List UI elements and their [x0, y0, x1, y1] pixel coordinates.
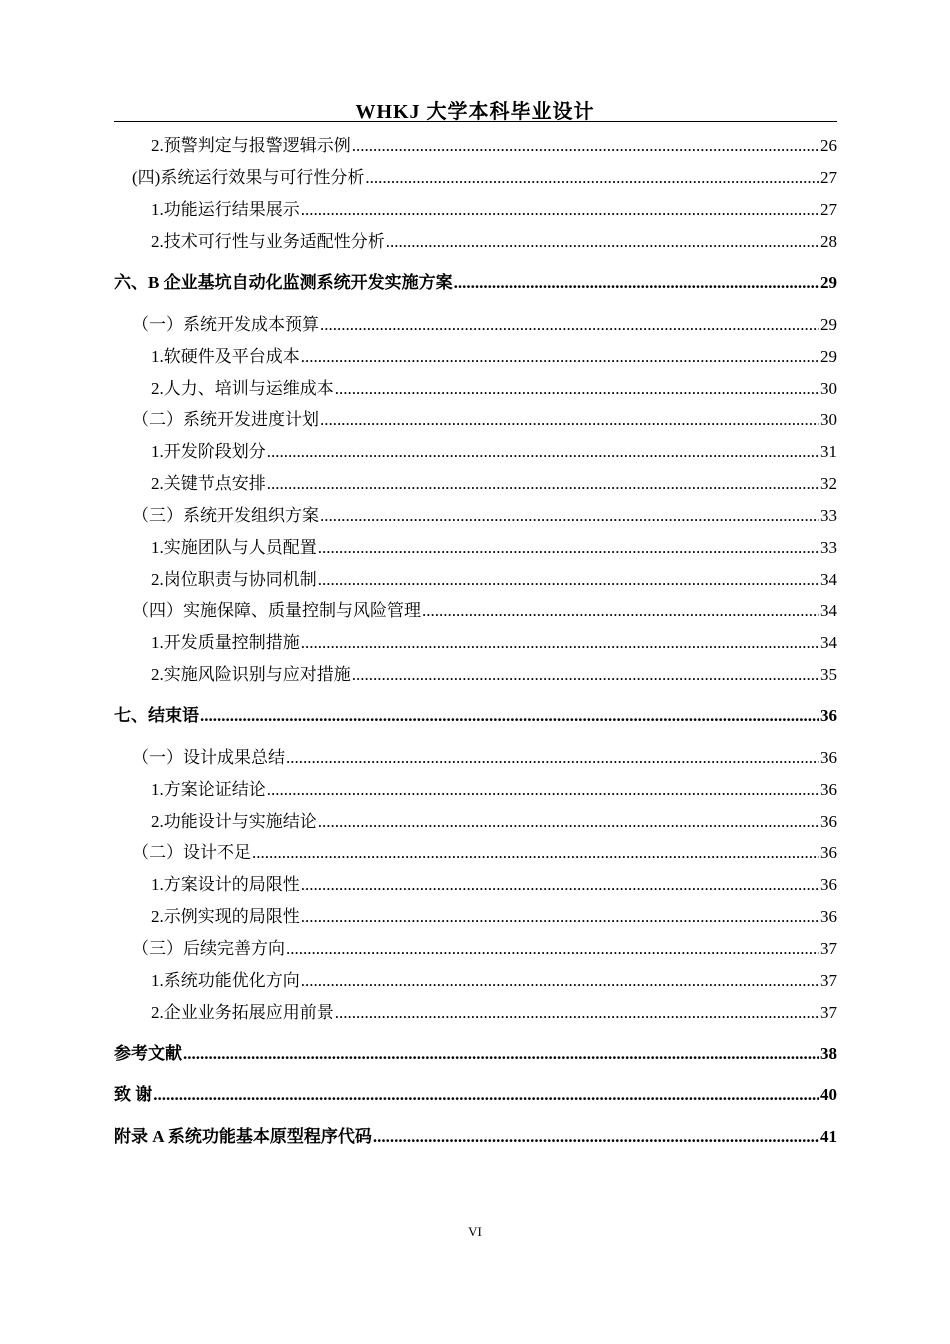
toc-entry-page: 37 [820, 1003, 837, 1022]
toc-dot-leader [252, 842, 819, 864]
toc-dot-leader [320, 505, 819, 527]
toc-dot-leader [335, 378, 819, 400]
toc-entry-title: 1.开发阶段划分 [151, 442, 266, 461]
toc-entry[interactable] [151, 135, 837, 157]
toc-entry-title: 1.开发质量控制措施 [151, 633, 300, 652]
toc-dot-leader [301, 346, 819, 368]
toc-dot-leader [318, 811, 819, 833]
toc-entry-page: 36 [820, 843, 837, 862]
toc-entry-page: 29 [820, 315, 837, 334]
toc-entry-page: 36 [820, 875, 837, 894]
toc-entry-title: （二）设计不足 [132, 843, 251, 862]
toc-entry-title: 2.示例实现的局限性 [151, 907, 300, 926]
toc-entry-page: 36 [820, 748, 837, 767]
toc-entry[interactable] [132, 409, 837, 431]
toc-entry-page: 34 [820, 570, 837, 589]
toc-entry-title: （四）实施保障、质量控制与风险管理 [132, 601, 421, 620]
toc-entry[interactable] [132, 314, 837, 336]
toc-entry-page: 41 [820, 1127, 837, 1146]
toc-entry-title: 七、结束语 [114, 706, 199, 725]
toc-entry-page: 32 [820, 474, 837, 493]
toc-entry-title: 1.方案论证结论 [151, 780, 266, 799]
toc-entry-title: 2.预警判定与报警逻辑示例 [151, 136, 351, 155]
toc-entry-page: 26 [820, 136, 837, 155]
toc-entry-title: 附录 A 系统功能基本原型程序代码 [114, 1127, 372, 1146]
toc-entry-page: 34 [820, 633, 837, 652]
toc-entry-page: 30 [820, 410, 837, 429]
page-number: VI [468, 1224, 482, 1239]
toc-entry[interactable] [132, 938, 837, 960]
toc-dot-leader [183, 1043, 819, 1065]
toc-entry-title: （一）系统开发成本预算 [132, 315, 319, 334]
toc-entry[interactable] [151, 473, 837, 495]
toc-dot-leader [422, 600, 819, 622]
toc-entry-title: 1.功能运行结果展示 [151, 200, 300, 219]
toc-dot-leader [153, 1084, 819, 1106]
toc-dot-leader [373, 1126, 819, 1148]
toc-entry-page: 27 [820, 168, 837, 187]
toc-entry-page: 29 [820, 347, 837, 366]
toc-dot-leader [352, 664, 819, 686]
toc-entry-page: 31 [820, 442, 837, 461]
toc-entry-page: 36 [820, 907, 837, 926]
toc-dot-leader [301, 199, 819, 221]
toc-entry-title: 1.实施团队与人员配置 [151, 538, 317, 557]
toc-entry[interactable] [151, 537, 837, 559]
toc-entry-title: 参考文献 [114, 1044, 182, 1063]
toc-entry-title: （一）设计成果总结 [132, 748, 285, 767]
toc-dot-leader [301, 970, 819, 992]
toc-entry-page: 29 [820, 273, 837, 292]
toc-entry[interactable] [151, 632, 837, 654]
toc-dot-leader [267, 473, 819, 495]
toc-dot-leader [320, 409, 819, 431]
toc-entry-page: 36 [820, 812, 837, 831]
toc-dot-leader [286, 747, 819, 769]
toc-dot-leader [267, 441, 819, 463]
toc-entry-title: 2.人力、培训与运维成本 [151, 379, 334, 398]
toc-entry-title: 2.功能设计与实施结论 [151, 812, 317, 831]
toc-chapter-entry[interactable] [114, 705, 837, 727]
toc-entry[interactable] [151, 1002, 837, 1024]
toc-entry[interactable] [151, 874, 837, 896]
toc-chapter-entry[interactable] [114, 1084, 837, 1106]
toc-entry-page: 33 [820, 538, 837, 557]
toc-entry[interactable] [151, 906, 837, 928]
toc-dot-leader [301, 874, 819, 896]
toc-entry-title: （三）后续完善方向 [132, 939, 285, 958]
toc-entry-page: 37 [820, 971, 837, 990]
toc-entry[interactable] [151, 199, 837, 221]
toc-entry[interactable] [132, 842, 837, 864]
toc-entry[interactable] [151, 779, 837, 801]
toc-entry[interactable] [151, 441, 837, 463]
toc-entry[interactable] [151, 970, 837, 992]
toc-dot-leader [386, 231, 819, 253]
toc-entry-title: 1.系统功能优化方向 [151, 971, 300, 990]
toc-chapter-entry[interactable] [114, 1043, 837, 1065]
toc-entry[interactable] [132, 505, 837, 527]
toc-entry-page: 37 [820, 939, 837, 958]
toc-entry-page: 38 [820, 1044, 837, 1063]
toc-chapter-entry[interactable] [114, 1126, 837, 1148]
toc-entry[interactable] [132, 600, 837, 622]
toc-entry[interactable] [132, 167, 837, 189]
toc-entry-title: 致 谢 [114, 1085, 153, 1104]
toc-entry-title: 2.企业业务拓展应用前景 [151, 1003, 334, 1022]
toc-entry-page: 27 [820, 200, 837, 219]
toc-entry-page: 33 [820, 506, 837, 525]
toc-entry[interactable] [151, 811, 837, 833]
toc-entry-title: 2.实施风险识别与应对措施 [151, 665, 351, 684]
toc-entry-page: 28 [820, 232, 837, 251]
toc-entry-title: （三）系统开发组织方案 [132, 506, 319, 525]
toc-entry[interactable] [151, 664, 837, 686]
toc-dot-leader [352, 135, 819, 157]
toc-entry[interactable] [151, 231, 837, 253]
toc-entry-page: 34 [820, 601, 837, 620]
toc-dot-leader [267, 779, 819, 801]
toc-dot-leader [454, 272, 819, 294]
toc-entry-title: 六、B 企业基坑自动化监测系统开发实施方案 [114, 273, 453, 292]
toc-entry-page: 36 [820, 706, 837, 725]
toc-entry-title: （二）系统开发进度计划 [132, 410, 319, 429]
toc-entry-title: 2.关键节点安排 [151, 474, 266, 493]
toc-dot-leader [301, 632, 819, 654]
toc-entry[interactable] [151, 346, 837, 368]
toc-entry-page: 40 [820, 1085, 837, 1104]
toc-entry-page: 30 [820, 379, 837, 398]
toc-entry-title: 2.技术可行性与业务适配性分析 [151, 232, 385, 251]
toc-entry-title: 1.方案设计的局限性 [151, 875, 300, 894]
toc-dot-leader [318, 569, 819, 591]
toc-chapter-entry[interactable] [114, 272, 837, 294]
toc-dot-leader [318, 537, 819, 559]
toc-entry-title: (四)系统运行效果与可行性分析 [132, 168, 365, 187]
toc-dot-leader [301, 906, 819, 928]
toc-entry[interactable] [151, 569, 837, 591]
toc-dot-leader [286, 938, 819, 960]
toc-dot-leader [365, 167, 819, 189]
running-header-title: WHKJ 大学本科毕业设计 [355, 101, 595, 123]
toc-entry-page: 35 [820, 665, 837, 684]
toc-entry[interactable] [151, 378, 837, 400]
toc-dot-leader [320, 314, 819, 336]
toc-dot-leader [335, 1002, 819, 1024]
toc-entry[interactable] [132, 747, 837, 769]
toc-entry-title: 2.岗位职责与协同机制 [151, 570, 317, 589]
toc-dot-leader [200, 705, 819, 727]
toc-entry-page: 36 [820, 780, 837, 799]
toc-entry-title: 1.软硬件及平台成本 [151, 347, 300, 366]
